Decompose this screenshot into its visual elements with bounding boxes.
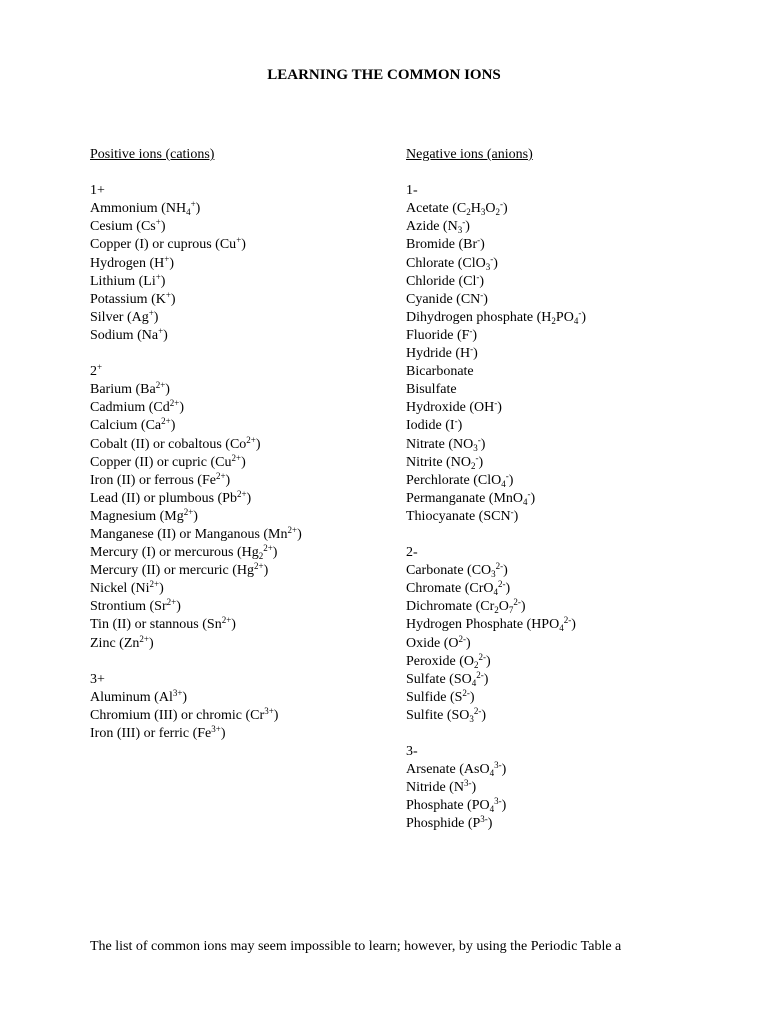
ion-item	[406, 218, 736, 236]
ion-text: Mercury (II) or mercuric (Hg	[90, 563, 255, 579]
ion-item	[90, 490, 390, 508]
superscript: -	[480, 289, 484, 300]
superscript: +	[190, 199, 196, 210]
ion-text: Dihydrogen phosphate (H	[406, 309, 552, 325]
ion-text: )	[520, 599, 526, 615]
ion-text: Chloride (Cl	[406, 273, 477, 289]
superscript: 2+	[155, 380, 166, 391]
ion-text: Nickel (Ni	[90, 581, 150, 597]
ion-text: 1-	[406, 183, 418, 199]
superscript: -	[470, 344, 474, 355]
ion-text: )	[501, 762, 507, 778]
ion-text: )	[478, 454, 484, 470]
cations-heading: Positive ions (cations)	[90, 147, 215, 162]
ion-item	[406, 635, 736, 653]
ion-item	[406, 707, 736, 725]
ion-item	[90, 689, 390, 707]
ion-text: )	[479, 273, 485, 289]
ion-text: Cadmium (Cd	[90, 400, 170, 416]
ion-text: )	[469, 689, 475, 705]
ion-item	[90, 309, 390, 327]
ion-item	[406, 381, 736, 399]
ion-item	[90, 255, 390, 273]
ion-text: Iodide (I	[406, 418, 455, 434]
ion-text: )	[465, 219, 470, 235]
ion-text: )	[148, 635, 154, 651]
ion-item	[406, 472, 736, 490]
ion-item	[406, 779, 736, 797]
charge-label	[90, 363, 390, 381]
ion-text: 2-	[406, 545, 418, 561]
ion-text: )	[170, 418, 176, 434]
ion-text: Calcium (Ca	[90, 418, 162, 434]
ion-text: Acetate (C	[406, 201, 467, 217]
ion-item	[90, 598, 390, 616]
ion-item	[406, 417, 736, 435]
ion-text: Manganese (II) or Manganous (Mn	[90, 526, 288, 542]
ion-text: )	[508, 472, 514, 488]
ion-text: )	[472, 327, 478, 343]
subscript: 4	[559, 623, 564, 634]
superscript: +	[155, 271, 161, 282]
ion-text: Potassium (K	[90, 291, 166, 307]
ion-text: )	[241, 454, 246, 470]
ion-text: Silver (Ag	[90, 309, 149, 325]
ion-text: Chromium (III) or chromic (Cr	[90, 707, 265, 723]
subscript: 2	[258, 551, 264, 562]
superscript: +	[164, 253, 170, 264]
ion-item	[406, 815, 736, 833]
ion-text: Nitrite (NO	[406, 454, 471, 470]
ion-text: Bicarbonate	[406, 364, 474, 380]
charge-group	[90, 671, 390, 743]
ion-text: )	[480, 237, 485, 253]
ion-text: Oxide (O	[406, 635, 459, 651]
superscript: 2-	[497, 579, 506, 590]
ion-item	[90, 616, 390, 634]
ion-text: Iron (III) or ferric (Fe	[90, 726, 212, 741]
ion-item	[406, 255, 736, 273]
ion-text: )	[170, 291, 176, 307]
ion-text: O	[498, 599, 509, 615]
charge-group	[406, 182, 736, 526]
ion-text: Aluminum (Al	[90, 689, 173, 705]
subscript: 4	[573, 315, 579, 326]
ion-item	[406, 490, 736, 508]
ion-item	[90, 472, 390, 490]
subscript: 2	[495, 207, 500, 218]
ion-text: Nitrate (NO	[406, 436, 474, 452]
superscript: 3+	[264, 705, 274, 716]
ion-item	[90, 273, 390, 291]
ion-text: Chromate (CrO	[406, 581, 494, 597]
ion-text: Strontium (Sr	[90, 599, 167, 615]
ion-text: Sulfide (S	[406, 689, 463, 705]
superscript: -	[462, 217, 466, 228]
superscript: 2+	[236, 488, 247, 499]
superscript: +	[158, 325, 164, 336]
subscript: 4	[501, 478, 506, 489]
ion-item	[90, 218, 390, 236]
ion-text: Cesium (Cs	[90, 219, 156, 235]
ion-item	[90, 544, 390, 562]
ion-item	[406, 363, 736, 381]
superscript: 2-	[462, 687, 470, 698]
superscript: 2+	[161, 416, 171, 427]
superscript: 3-	[494, 760, 502, 771]
ion-text: Bromide (Br	[406, 237, 478, 253]
ion-item	[406, 327, 736, 345]
superscript: 3-	[463, 778, 472, 789]
superscript: 2-	[458, 633, 466, 644]
anion-groups	[406, 182, 736, 833]
ion-item	[90, 580, 390, 598]
ion-text: )	[480, 436, 486, 452]
superscript: -	[490, 253, 494, 264]
subscript: 4	[489, 804, 495, 815]
ion-text: Sodium (Na	[90, 327, 159, 343]
subscript: 3	[480, 207, 486, 218]
superscript: 2+	[263, 543, 273, 554]
ion-item	[406, 236, 736, 254]
ion-text: )	[182, 689, 188, 705]
ion-text: )	[231, 617, 236, 633]
superscript: 2-	[513, 597, 521, 608]
ion-item	[406, 454, 736, 472]
subscript: 4	[493, 587, 498, 598]
superscript: 3+	[211, 724, 221, 734]
subscript: 3	[469, 713, 474, 724]
superscript: +	[97, 362, 103, 373]
subscript: 7	[508, 605, 514, 616]
subscript: 4	[489, 768, 495, 779]
ion-text: )	[272, 545, 278, 561]
ion-item	[406, 761, 736, 779]
ion-text: )	[457, 418, 463, 434]
superscript: 2+	[231, 452, 242, 463]
ion-text: Perchlorate (ClO	[406, 472, 502, 488]
ion-item	[90, 508, 390, 526]
ion-text: 1+	[90, 183, 105, 199]
superscript: 2+	[166, 597, 177, 608]
superscript: 3-	[480, 814, 488, 825]
ion-text: Phosphide (P	[406, 816, 481, 832]
ion-text: Sulfate (SO	[406, 671, 472, 687]
ion-text: H	[470, 201, 481, 217]
ion-text: )	[483, 291, 488, 307]
charge-label	[90, 671, 390, 689]
charge-group	[406, 743, 736, 833]
anions-heading: Negative ions (anions)	[406, 147, 533, 162]
ion-text: )	[225, 472, 231, 488]
superscript: -	[505, 470, 509, 481]
ion-item	[90, 562, 390, 580]
subscript: 2	[494, 605, 499, 616]
ion-text: )	[493, 255, 498, 271]
ion-text: Dichromate (Cr	[406, 599, 495, 615]
ion-text: )	[165, 382, 170, 398]
ion-text: )	[503, 563, 508, 579]
superscript: +	[148, 307, 154, 318]
subscript: 3	[485, 261, 491, 272]
ion-item	[406, 436, 736, 454]
ion-item	[406, 291, 736, 309]
ion-text: )	[246, 490, 252, 506]
superscript: 2+	[287, 524, 298, 535]
subscript: 2	[551, 315, 556, 326]
page-title: LEARNING THE COMMON IONS	[267, 67, 501, 83]
cations-column	[90, 146, 390, 761]
ion-item	[90, 399, 390, 417]
superscript: +	[155, 217, 161, 228]
superscript: -	[578, 307, 582, 318]
ion-text: )	[471, 780, 477, 796]
ion-item	[90, 526, 390, 544]
ion-text: )	[513, 508, 519, 524]
ion-text: Bisulfate	[406, 382, 457, 398]
ion-text: Barium (Ba	[90, 382, 156, 398]
ion-text: Ammonium (NH	[90, 201, 187, 217]
ion-text: )	[160, 219, 166, 235]
ion-item	[90, 236, 390, 254]
ion-text: O	[485, 201, 496, 217]
ion-text: Arsenate (AsO	[406, 762, 490, 778]
superscript: -	[500, 199, 503, 210]
ion-text: Cyanide (CN	[406, 291, 481, 307]
superscript: 2+	[149, 579, 160, 590]
ion-text: )	[466, 635, 471, 651]
ion-text: )	[163, 327, 168, 343]
superscript: 2-	[478, 651, 487, 662]
ion-text: Thiocyanate (SCN	[406, 508, 511, 524]
ion-text: Hydride (H	[406, 346, 471, 362]
ion-text: )	[530, 490, 536, 506]
superscript: +	[165, 289, 171, 300]
ion-item	[406, 273, 736, 291]
charge-group	[90, 363, 390, 653]
ion-text: Fluoride (F	[406, 327, 470, 343]
superscript: -	[469, 325, 473, 336]
ion-text: )	[487, 816, 493, 832]
anions-column	[406, 146, 736, 852]
ion-text: Magnesium (Mg	[90, 508, 184, 524]
ion-item	[406, 797, 736, 815]
ion-item	[90, 381, 390, 399]
ion-item	[406, 345, 736, 363]
ion-text: Iron (II) or ferrous (Fe	[90, 472, 216, 488]
ion-text: Copper (II) or cupric (Cu	[90, 454, 232, 470]
ion-item	[406, 562, 736, 580]
superscript: +	[236, 235, 242, 246]
ion-item	[406, 616, 736, 634]
ion-item	[90, 635, 390, 653]
ion-text: )	[505, 581, 511, 597]
ion-text: Tin (II) or stannous (Sn	[90, 617, 222, 633]
subscript: 2	[466, 207, 471, 218]
ion-text: Lithium (Li	[90, 273, 156, 289]
ion-text: Cobalt (II) or cobaltous (Co	[90, 436, 247, 452]
ion-item	[406, 671, 736, 689]
superscript: 2+	[254, 561, 264, 572]
superscript: 2+	[183, 506, 194, 517]
superscript: -	[527, 488, 531, 499]
superscript: 2+	[215, 470, 226, 481]
charge-group	[406, 544, 736, 725]
ion-text: Zinc (Zn	[90, 635, 140, 651]
ion-text: Nitride (N	[406, 780, 464, 796]
ion-text: Phosphate (PO	[406, 798, 490, 814]
ion-text: )	[241, 237, 246, 253]
superscript: -	[494, 398, 498, 409]
superscript: -	[477, 434, 481, 445]
ion-item	[406, 508, 736, 526]
ion-item	[90, 417, 390, 435]
subscript: 3	[491, 569, 496, 580]
charge-group	[90, 182, 390, 345]
superscript: 3+	[172, 687, 183, 698]
ion-item	[90, 291, 390, 309]
subscript: 4	[471, 677, 477, 688]
ion-text: )	[160, 273, 166, 289]
charge-label	[90, 182, 390, 200]
ion-item	[406, 399, 736, 417]
ion-item	[90, 454, 390, 472]
ion-text: )	[193, 508, 198, 524]
ion-text: )	[497, 400, 502, 416]
ion-text: Hydroxide (OH	[406, 400, 495, 416]
ion-text: Hydrogen (H	[90, 255, 165, 271]
superscript: 2+	[139, 633, 149, 644]
ion-item	[406, 689, 736, 707]
ion-text: )	[255, 436, 261, 452]
ion-text: Azide (N	[406, 219, 458, 235]
ion-text: Mercury (I) or mercurous (Hg	[90, 545, 259, 561]
cation-groups	[90, 182, 390, 743]
ion-item	[406, 580, 736, 598]
subscript: 3	[457, 225, 463, 236]
superscript: -	[510, 506, 514, 517]
ion-text: )	[159, 581, 164, 597]
superscript: 2-	[476, 669, 484, 680]
ion-text: Copper (I) or cuprous (Cu	[90, 237, 237, 253]
ion-text: )	[503, 201, 508, 217]
superscript: 2-	[563, 615, 572, 626]
ion-item	[406, 309, 736, 327]
charge-label	[406, 544, 736, 562]
ion-text: )	[273, 707, 279, 723]
ion-text: Lead (II) or plumbous (Pb	[90, 490, 237, 506]
ion-text: 3-	[406, 744, 418, 760]
subscript: 4	[186, 207, 191, 218]
ion-text: Peroxide (O	[406, 653, 475, 669]
ion-item	[90, 707, 390, 725]
ion-text: )	[195, 201, 201, 217]
ion-text: PO	[555, 309, 574, 325]
ion-text: )	[501, 798, 507, 814]
superscript: 2-	[495, 561, 504, 572]
ion-item	[90, 725, 390, 743]
ion-text: )	[486, 653, 491, 669]
ion-text: )	[481, 707, 487, 723]
ion-text: )	[176, 599, 181, 615]
ion-text: 3+	[90, 671, 105, 687]
ion-text: )	[297, 526, 302, 542]
superscript: 3-	[494, 796, 502, 807]
footer-paragraph: The list of common ions may seem impossible to learn; however, by using the Periodic Table a	[90, 939, 622, 954]
ion-text: )	[169, 255, 175, 271]
superscript: -	[477, 235, 481, 246]
subscript: 4	[523, 496, 528, 507]
charge-label	[406, 743, 736, 761]
superscript: 2+	[221, 615, 232, 626]
ion-text: )	[571, 617, 576, 633]
superscript: -	[454, 416, 458, 427]
ion-text: )	[220, 726, 226, 741]
ion-text: Permanganate (MnO	[406, 490, 524, 506]
ion-text: Carbonate (CO	[406, 563, 492, 579]
ion-text: )	[483, 671, 489, 687]
ion-text: Hydrogen Phosphate (HPO	[406, 617, 560, 633]
ion-text: )	[581, 309, 586, 325]
ion-text: )	[473, 346, 478, 362]
ion-item	[406, 200, 736, 218]
superscript: 2+	[246, 434, 256, 445]
ion-text: )	[263, 563, 269, 579]
ion-item	[406, 598, 736, 616]
superscript: 2+	[169, 398, 180, 409]
ion-item	[90, 327, 390, 345]
ion-item	[406, 653, 736, 671]
subscript: 3	[473, 442, 478, 453]
ion-item	[90, 436, 390, 454]
ion-text: Sulfite (SO	[406, 707, 470, 723]
superscript: 2-	[473, 705, 482, 716]
ion-item	[90, 200, 390, 218]
superscript: -	[475, 452, 479, 463]
subscript: 2	[474, 659, 479, 670]
subscript: 2	[470, 460, 476, 471]
ion-text: 2	[90, 364, 97, 380]
ion-text: Chlorate (ClO	[406, 255, 486, 271]
superscript: -	[476, 271, 480, 282]
ion-text: )	[153, 309, 159, 325]
charge-label	[406, 182, 736, 200]
ion-text: )	[179, 400, 184, 416]
